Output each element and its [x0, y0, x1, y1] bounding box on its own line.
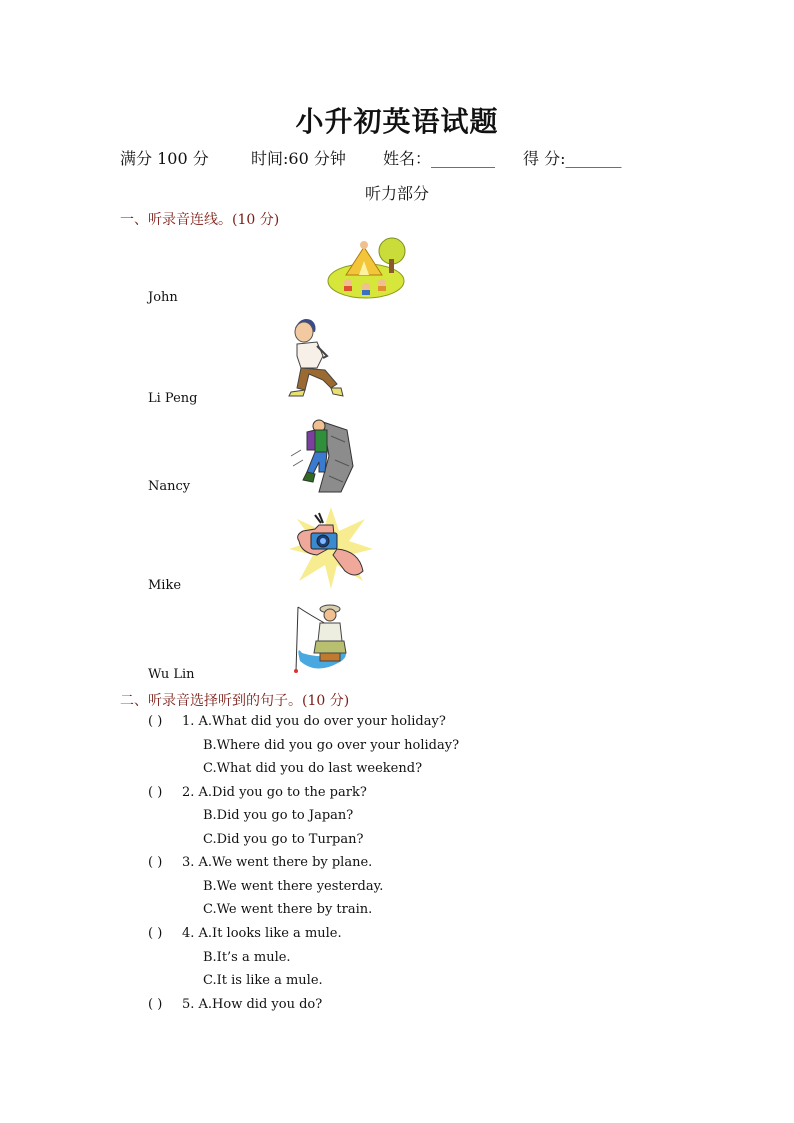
section-subtitle: 听力部分	[364, 184, 429, 203]
name-field[interactable]: 姓名：________	[383, 149, 496, 168]
question-option-a: 3. A.We went there by plane.	[182, 855, 373, 870]
question-option-a: 4. A.It looks like a mule.	[182, 926, 342, 941]
question-option-a: 5. A.How did you do?	[182, 997, 323, 1012]
answer-paren[interactable]: ( )	[148, 997, 163, 1012]
section2-heading: 二、听录音选择听到的句子。(10 分)	[120, 693, 350, 709]
climbing-picture	[289, 416, 355, 494]
question-option-b: B.It’s a mule.	[203, 950, 291, 965]
question-option-a: 1. A.What did you do over your holiday?	[182, 714, 446, 729]
question-option-b: B.Did you go to Japan?	[203, 808, 354, 823]
page-title: 小升初英语试题	[295, 105, 499, 138]
full-marks-label: 满分 100 分	[120, 149, 209, 168]
name-wu-lin: Wu Lin	[148, 667, 195, 682]
name-nancy: Nancy	[148, 479, 191, 494]
fishing-picture	[288, 601, 354, 679]
camping-picture	[326, 231, 410, 301]
answer-paren[interactable]: ( )	[148, 855, 163, 870]
answer-paren[interactable]: ( )	[148, 926, 163, 941]
name-john: John	[148, 290, 178, 305]
camera-picture	[289, 505, 373, 589]
answer-paren[interactable]: ( )	[148, 785, 163, 800]
question-option-b: B.We went there yesterday.	[203, 879, 384, 894]
section1-heading: 一、听录音连线。(10 分)	[120, 212, 280, 228]
question-option-c: C.What did you do last weekend?	[203, 761, 423, 776]
score-field[interactable]: 得 分:_______	[523, 149, 622, 168]
walking-boy-picture	[287, 316, 347, 404]
answer-paren[interactable]: ( )	[148, 714, 163, 729]
time-label: 时间:60 分钟	[251, 149, 346, 168]
question-option-a: 2. A.Did you go to the park?	[182, 785, 367, 800]
question-option-c: C.It is like a mule.	[203, 973, 323, 988]
name-mike: Mike	[148, 578, 182, 593]
question-option-b: B.Where did you go over your holiday?	[203, 738, 460, 753]
name-li-peng: Li Peng	[148, 391, 198, 406]
question-option-c: C.Did you go to Turpan?	[203, 832, 364, 847]
question-option-c: C.We went there by train.	[203, 902, 373, 917]
